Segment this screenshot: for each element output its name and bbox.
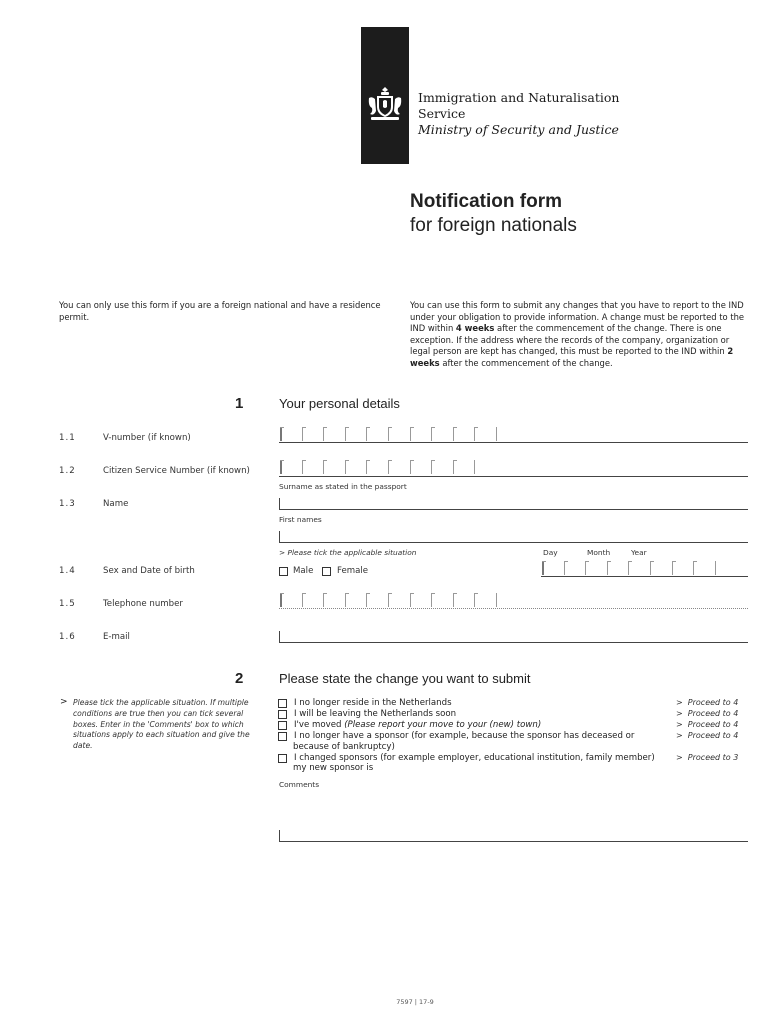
- intro-right-text-2: after the commencement of the change. There is one exception. If the address where the records of the company, organization or legal person are kept has changed, this must be reported to the IND within: [410, 323, 730, 356]
- first-names-input[interactable]: [279, 531, 280, 542]
- option-checkbox[interactable]: [278, 710, 287, 719]
- surname-hint: Surname as stated in the passport: [279, 482, 407, 491]
- v-number-input[interactable]: [279, 427, 499, 441]
- field-number-1-2: 1.2: [59, 466, 76, 476]
- field-label-bsn: Citizen Service Number (if known): [103, 466, 250, 476]
- surname-underline: [279, 509, 748, 510]
- field-label-telephone: Telephone number: [103, 599, 183, 609]
- telephone-underline: [279, 608, 748, 609]
- intro-left: You can only use this form if you are a foreign national and have a residence permit.: [59, 300, 381, 322]
- option-leaving-soon[interactable]: [278, 709, 668, 720]
- email-input[interactable]: [279, 631, 280, 642]
- bsn-underline: [279, 476, 748, 477]
- option-label-continued: because of bankruptcy): [293, 741, 395, 752]
- section-2-instruction: Please tick the applicable situation. If multiple conditions are true then you can tick several boxes. Enter in the 'Comments' box to which situations apply to each situation and give the date.: [73, 698, 250, 751]
- option-label: I changed sponsors (for example employer, educational institution, family member): [294, 752, 655, 763]
- form-code: 7597 | 17-9: [396, 998, 434, 1006]
- day-label: Day: [543, 548, 558, 557]
- proceed-note: > Proceed to 3: [676, 753, 739, 762]
- section-2-number: 2: [235, 670, 244, 687]
- tick-hint: > Please tick the applicable situation: [279, 548, 417, 557]
- option-checkbox[interactable]: [278, 754, 287, 763]
- year-label: Year: [631, 548, 647, 557]
- org-line-1: Immigration and Naturalisation: [418, 90, 620, 105]
- coat-of-arms-logo: [365, 84, 405, 124]
- female-checkbox[interactable]: [322, 567, 331, 576]
- v-number-underline: [279, 442, 748, 443]
- option-label-continued: my new sponsor is: [293, 763, 374, 774]
- instruction-arrow-icon: >: [60, 697, 68, 707]
- option-label: I no longer have a sponsor (for example, because the sponsor has deceased or: [294, 730, 635, 741]
- field-number-1-6: 1.6: [59, 632, 76, 642]
- intro-right: [410, 300, 750, 369]
- option-changed-sponsors[interactable]: [278, 753, 668, 764]
- field-number-1-3: 1.3: [59, 499, 76, 509]
- option-label: I will be leaving the Netherlands soon: [294, 708, 457, 719]
- field-label-email: E-mail: [103, 632, 130, 642]
- comments-label: Comments: [279, 780, 320, 789]
- change-options-list: [278, 698, 668, 774]
- ministry-name: Ministry of Security and Justice: [418, 122, 619, 137]
- section-2-heading: Please state the change you want to submit: [279, 671, 531, 686]
- field-number-1-4: 1.4: [59, 566, 76, 576]
- field-number-1-5: 1.5: [59, 599, 76, 609]
- female-label: Female: [337, 566, 369, 576]
- section-1-heading: Your personal details: [279, 396, 400, 411]
- intro-right-text-3: after the commencement of the change.: [439, 357, 613, 368]
- comments-underline: [279, 841, 748, 842]
- field-label-v-number: V-number (if known): [103, 433, 191, 443]
- field-label-sex-dob: Sex and Date of birth: [103, 566, 195, 576]
- comments-input[interactable]: [279, 830, 280, 841]
- proceed-note: > Proceed to 4: [676, 731, 739, 740]
- proceed-note: > Proceed to 4: [676, 698, 739, 707]
- field-label-name: Name: [103, 499, 129, 509]
- dob-underline: [541, 576, 748, 577]
- option-no-longer-reside[interactable]: [278, 698, 668, 709]
- intro-right-bold-1: 4 weeks: [455, 323, 495, 333]
- option-note: (Please report your move to your (new) town): [344, 719, 542, 730]
- month-label: Month: [587, 548, 611, 557]
- form-subtitle: for foreign nationals: [410, 215, 577, 236]
- bsn-input[interactable]: [279, 460, 477, 474]
- option-checkbox[interactable]: [278, 721, 287, 730]
- intro-right-bold-2: 2 weeks: [410, 346, 734, 368]
- date-of-birth-input[interactable]: [541, 561, 718, 575]
- option-no-sponsor[interactable]: [278, 731, 668, 742]
- first-names-hint: First names: [279, 515, 322, 524]
- first-names-underline: [279, 542, 748, 543]
- surname-input[interactable]: [279, 498, 280, 509]
- male-label: Male: [293, 566, 314, 576]
- telephone-input[interactable]: [279, 593, 499, 607]
- form-title: Notification form: [410, 191, 562, 212]
- proceed-note: > Proceed to 4: [676, 720, 739, 729]
- section-1-number: 1: [235, 395, 244, 412]
- option-checkbox[interactable]: [278, 732, 287, 741]
- option-checkbox[interactable]: [278, 699, 287, 708]
- org-line-2: Service: [418, 106, 466, 121]
- intro-right-text-1: You can use this form to submit any changes that you have to report to the IND under your obligation to provide information. A change must be reported to the IND within: [410, 300, 745, 333]
- male-checkbox[interactable]: [279, 567, 288, 576]
- email-underline: [279, 642, 748, 643]
- proceed-note: > Proceed to 4: [676, 709, 739, 718]
- option-label: I've moved: [294, 719, 342, 730]
- option-moved[interactable]: [278, 720, 668, 731]
- organisation-name: [418, 90, 619, 138]
- field-number-1-1: 1.1: [59, 433, 76, 443]
- option-label: I no longer reside in the Netherlands: [294, 698, 452, 708]
